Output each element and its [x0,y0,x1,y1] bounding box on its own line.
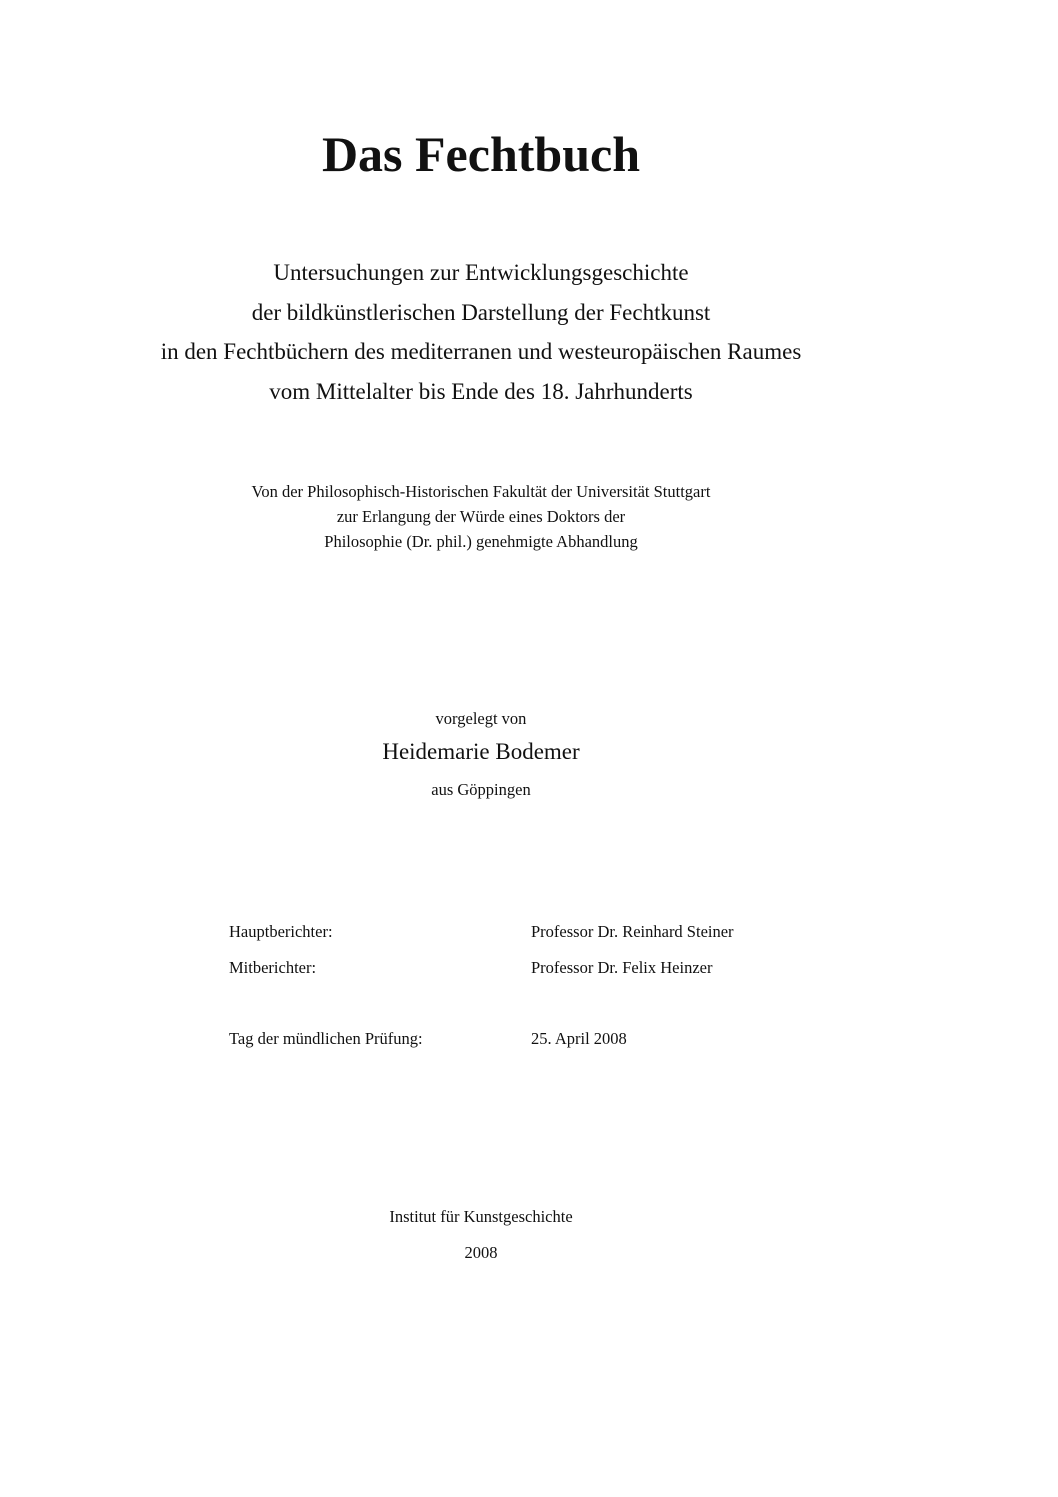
author-name: Heidemarie Bodemer [382,739,580,764]
examiner-label: Mitberichter: [229,958,317,977]
faculty-statement [0,479,962,554]
document-title: Das Fechtbuch [321,126,641,182]
publication-year: 2008 [464,1243,498,1262]
faculty-line: zur Erlangung der Würde eines Doktors der [336,507,626,526]
subtitle-line: vom Mittelalter bis Ende des 18. Jahrhunderts [269,378,693,404]
examiner-value: Professor Dr. Felix Heinzer [531,958,713,977]
examiner-row [229,956,829,980]
author-origin: aus Göppingen [431,780,531,799]
examiner-value: Professor Dr. Reinhard Steiner [531,922,734,941]
exam-date-value: 25. April 2008 [531,1029,627,1048]
institute-name: Institut für Kunstgeschichte [389,1207,573,1226]
faculty-line: Von der Philosophisch-Historischen Fakultät der Universität Stuttgart [251,482,711,501]
exam-date-label: Tag der mündlichen Prüfung: [229,1029,423,1048]
exam-date-row [229,1027,829,1051]
subtitle-line: der bildkünstlerischen Darstellung der Fechtkunst [251,299,711,325]
examiner-label: Hauptberichter: [229,922,333,941]
presented-by-label: vorgelegt von [435,709,527,728]
subtitle-block [0,253,962,411]
subtitle-line: Untersuchungen zur Entwicklungsgeschichte [273,260,689,285]
faculty-line: Philosophie (Dr. phil.) genehmigte Abhandlung [324,532,638,551]
subtitle-line: in den Fechtbüchern des mediterranen und westeuropäischen Raumes [160,339,802,364]
examiner-row [229,920,829,944]
